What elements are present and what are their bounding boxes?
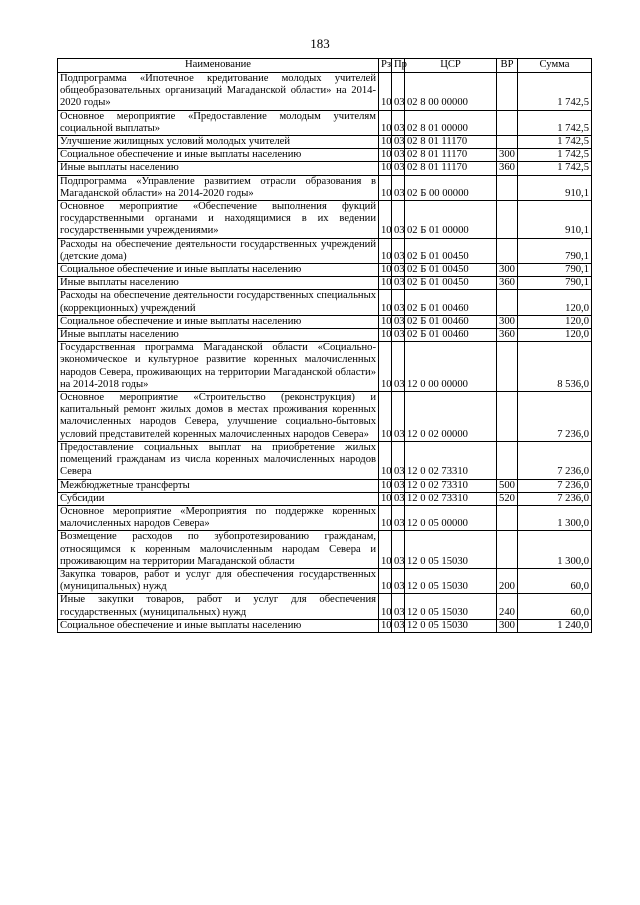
row-pr: 03 (392, 110, 405, 135)
row-pr: 03 (392, 175, 405, 200)
row-vr (497, 175, 518, 200)
row-pr: 03 (392, 290, 405, 315)
row-vr: 520 (497, 492, 518, 505)
row-pr: 03 (392, 492, 405, 505)
table-row (58, 136, 592, 149)
header-name: Наименование (58, 59, 379, 73)
row-rz: 10 (379, 479, 392, 492)
row-csr: 02 Б 00 00000 (405, 175, 497, 200)
table-row (58, 492, 592, 505)
row-sum: 60,0 (518, 594, 592, 619)
row-name: Субсидии (58, 492, 379, 505)
row-name: Социальное обеспечение и иные выплаты населению (58, 264, 379, 277)
row-vr (497, 238, 518, 263)
row-name: Социальное обеспечение и иные выплаты населению (58, 149, 379, 162)
row-vr (497, 505, 518, 530)
row-sum: 1 300,0 (518, 531, 592, 569)
row-sum: 1 240,0 (518, 619, 592, 632)
row-name: Государственная программа Магаданской области «Социально-экономическое и культурное развитие коренных малочисленных народов Севера, проживающих на территории Магаданской области» на 2014-2018 годы» (58, 342, 379, 392)
row-rz: 10 (379, 392, 392, 442)
row-name: Подпрограмма «Управление развитием отрасли образования в Магаданской области» на 2014-2020 годы» (58, 175, 379, 200)
row-name: Иные выплаты населению (58, 277, 379, 290)
page-number: 183 (310, 36, 330, 51)
row-csr: 02 Б 01 00460 (405, 315, 497, 328)
row-vr (497, 136, 518, 149)
row-vr (497, 73, 518, 111)
row-pr: 03 (392, 531, 405, 569)
row-vr: 360 (497, 329, 518, 342)
row-pr: 03 (392, 568, 405, 593)
table-row (58, 73, 592, 111)
row-sum: 1 742,5 (518, 149, 592, 162)
row-vr: 300 (497, 619, 518, 632)
row-name: Социальное обеспечение и иные выплаты населению (58, 619, 379, 632)
row-name: Подпрограмма «Ипотечное кредитование молодых учителей общеобразовательных организаций Магаданской области» на 2014-2020 годы» (58, 73, 379, 111)
row-pr: 03 (392, 277, 405, 290)
row-vr: 360 (497, 162, 518, 175)
table-row (58, 392, 592, 442)
table-row (58, 531, 592, 569)
row-sum: 910,1 (518, 175, 592, 200)
table-row (58, 162, 592, 175)
row-csr: 12 0 02 73310 (405, 479, 497, 492)
row-name: Иные выплаты населению (58, 329, 379, 342)
row-rz: 10 (379, 162, 392, 175)
row-csr: 02 Б 01 00450 (405, 264, 497, 277)
row-sum: 790,1 (518, 277, 592, 290)
row-name: Основное мероприятие «Строительство (реконструкция) и капитальный ремонт жилых домов в местах проживания коренных малочисленных народов Севера, улучшение социально-бытовых условий представителей коренных малочисленных народов Севера» (58, 392, 379, 442)
row-name: Иные выплаты населению (58, 162, 379, 175)
table-row (58, 175, 592, 200)
row-sum: 120,0 (518, 315, 592, 328)
budget-table (57, 58, 592, 633)
table-row (58, 315, 592, 328)
row-csr: 02 Б 01 00460 (405, 290, 497, 315)
row-name: Основное мероприятие «Мероприятия по поддержке коренных малочисленных народов Севера» (58, 505, 379, 530)
row-pr: 03 (392, 73, 405, 111)
row-name: Основное мероприятие «Обеспечение выполнения фукций государственными органами и находящимися в их ведении государственными учреждениями» (58, 201, 379, 239)
table-row (58, 594, 592, 619)
row-name: Иные закупки товаров, работ и услуг для обеспечения государственных (муниципальных) нужд (58, 594, 379, 619)
row-vr: 200 (497, 568, 518, 593)
table-row (58, 619, 592, 632)
table-row (58, 201, 592, 239)
row-name: Расходы на обеспечение деятельности государственных специальных (коррекционных) учреждений (58, 290, 379, 315)
table-row (58, 149, 592, 162)
table-row (58, 441, 592, 479)
table-row (58, 290, 592, 315)
row-rz: 10 (379, 277, 392, 290)
row-sum: 120,0 (518, 329, 592, 342)
row-sum: 1 742,5 (518, 136, 592, 149)
row-csr: 02 8 01 11170 (405, 136, 497, 149)
row-csr: 12 0 05 15030 (405, 568, 497, 593)
row-vr (497, 531, 518, 569)
row-rz: 10 (379, 290, 392, 315)
row-sum: 790,1 (518, 238, 592, 263)
row-csr: 12 0 05 00000 (405, 505, 497, 530)
row-rz: 10 (379, 531, 392, 569)
row-rz: 10 (379, 149, 392, 162)
row-sum: 7 236,0 (518, 441, 592, 479)
row-pr: 03 (392, 238, 405, 263)
row-pr: 03 (392, 136, 405, 149)
row-pr: 03 (392, 162, 405, 175)
row-csr: 02 8 01 11170 (405, 149, 497, 162)
row-pr: 03 (392, 149, 405, 162)
row-pr: 03 (392, 342, 405, 392)
row-rz: 10 (379, 238, 392, 263)
row-vr: 500 (497, 479, 518, 492)
row-rz: 10 (379, 568, 392, 593)
row-name: Межбюджетные трансферты (58, 479, 379, 492)
row-csr: 12 0 02 73310 (405, 492, 497, 505)
row-rz: 10 (379, 264, 392, 277)
row-name: Закупка товаров, работ и услуг для обеспечения государственных (муниципальных) нужд (58, 568, 379, 593)
row-sum: 1 742,5 (518, 110, 592, 135)
row-vr (497, 392, 518, 442)
row-rz: 10 (379, 329, 392, 342)
row-csr: 12 0 00 00000 (405, 342, 497, 392)
header-sum: Сумма (518, 59, 592, 73)
row-rz: 10 (379, 594, 392, 619)
row-rz: 10 (379, 342, 392, 392)
row-pr: 03 (392, 479, 405, 492)
row-csr: 02 Б 01 00000 (405, 201, 497, 239)
row-csr: 12 0 05 15030 (405, 619, 497, 632)
row-pr: 03 (392, 392, 405, 442)
row-csr: 02 Б 01 00450 (405, 277, 497, 290)
table-row (58, 277, 592, 290)
table-row (58, 238, 592, 263)
row-sum: 8 536,0 (518, 342, 592, 392)
row-name: Основное мероприятие «Предоставление молодым учителям социальной выплаты» (58, 110, 379, 135)
row-vr (497, 201, 518, 239)
row-sum: 120,0 (518, 290, 592, 315)
row-csr: 12 0 02 00000 (405, 392, 497, 442)
row-name: Социальное обеспечение и иные выплаты населению (58, 315, 379, 328)
row-vr: 300 (497, 264, 518, 277)
row-sum: 60,0 (518, 568, 592, 593)
row-sum: 7 236,0 (518, 392, 592, 442)
row-rz: 10 (379, 315, 392, 328)
row-sum: 790,1 (518, 264, 592, 277)
header-csr: ЦСР (405, 59, 497, 73)
row-rz: 10 (379, 136, 392, 149)
row-rz: 10 (379, 175, 392, 200)
row-rz: 10 (379, 110, 392, 135)
row-vr (497, 342, 518, 392)
row-csr: 02 8 01 00000 (405, 110, 497, 135)
table-row (58, 110, 592, 135)
row-sum: 910,1 (518, 201, 592, 239)
row-sum: 1 300,0 (518, 505, 592, 530)
row-vr: 360 (497, 277, 518, 290)
row-pr: 03 (392, 594, 405, 619)
row-rz: 10 (379, 505, 392, 530)
table-row (58, 342, 592, 392)
row-sum: 7 236,0 (518, 492, 592, 505)
row-rz: 10 (379, 492, 392, 505)
row-rz: 10 (379, 619, 392, 632)
row-sum: 1 742,5 (518, 73, 592, 111)
row-vr (497, 290, 518, 315)
row-sum: 7 236,0 (518, 479, 592, 492)
row-vr: 300 (497, 315, 518, 328)
row-pr: 03 (392, 619, 405, 632)
row-vr: 240 (497, 594, 518, 619)
row-pr: 03 (392, 264, 405, 277)
row-csr: 02 8 00 00000 (405, 73, 497, 111)
header-vr: ВР (497, 59, 518, 73)
row-csr: 12 0 05 15030 (405, 531, 497, 569)
table-header-row (58, 59, 592, 73)
row-vr: 300 (497, 149, 518, 162)
header-pr: Пр (392, 59, 405, 73)
row-name: Расходы на обеспечение деятельности государственных учреждений (детские дома) (58, 238, 379, 263)
row-csr: 02 8 01 11170 (405, 162, 497, 175)
table-row (58, 329, 592, 342)
header-rz: Рз (379, 59, 392, 73)
row-csr: 12 0 05 15030 (405, 594, 497, 619)
table-row (58, 479, 592, 492)
row-csr: 02 Б 01 00450 (405, 238, 497, 263)
row-pr: 03 (392, 441, 405, 479)
table-row (58, 505, 592, 530)
table-row (58, 568, 592, 593)
row-pr: 03 (392, 315, 405, 328)
row-csr: 02 Б 01 00460 (405, 329, 497, 342)
row-pr: 03 (392, 505, 405, 530)
row-csr: 12 0 02 73310 (405, 441, 497, 479)
row-pr: 03 (392, 201, 405, 239)
row-rz: 10 (379, 73, 392, 111)
row-name: Возмещение расходов по зубопротезированию гражданам, относящимся к коренным малочисленным народам Севера и проживающим на территории Магаданской области (58, 531, 379, 569)
row-rz: 10 (379, 201, 392, 239)
row-sum: 1 742,5 (518, 162, 592, 175)
row-vr (497, 110, 518, 135)
row-pr: 03 (392, 329, 405, 342)
row-name: Предоставление социальных выплат на приобретение жилых помещений гражданам из числа коренных малочисленных народов Севера (58, 441, 379, 479)
row-rz: 10 (379, 441, 392, 479)
row-vr (497, 441, 518, 479)
row-name: Улучшение жилищных условий молодых учителей (58, 136, 379, 149)
table-row (58, 264, 592, 277)
